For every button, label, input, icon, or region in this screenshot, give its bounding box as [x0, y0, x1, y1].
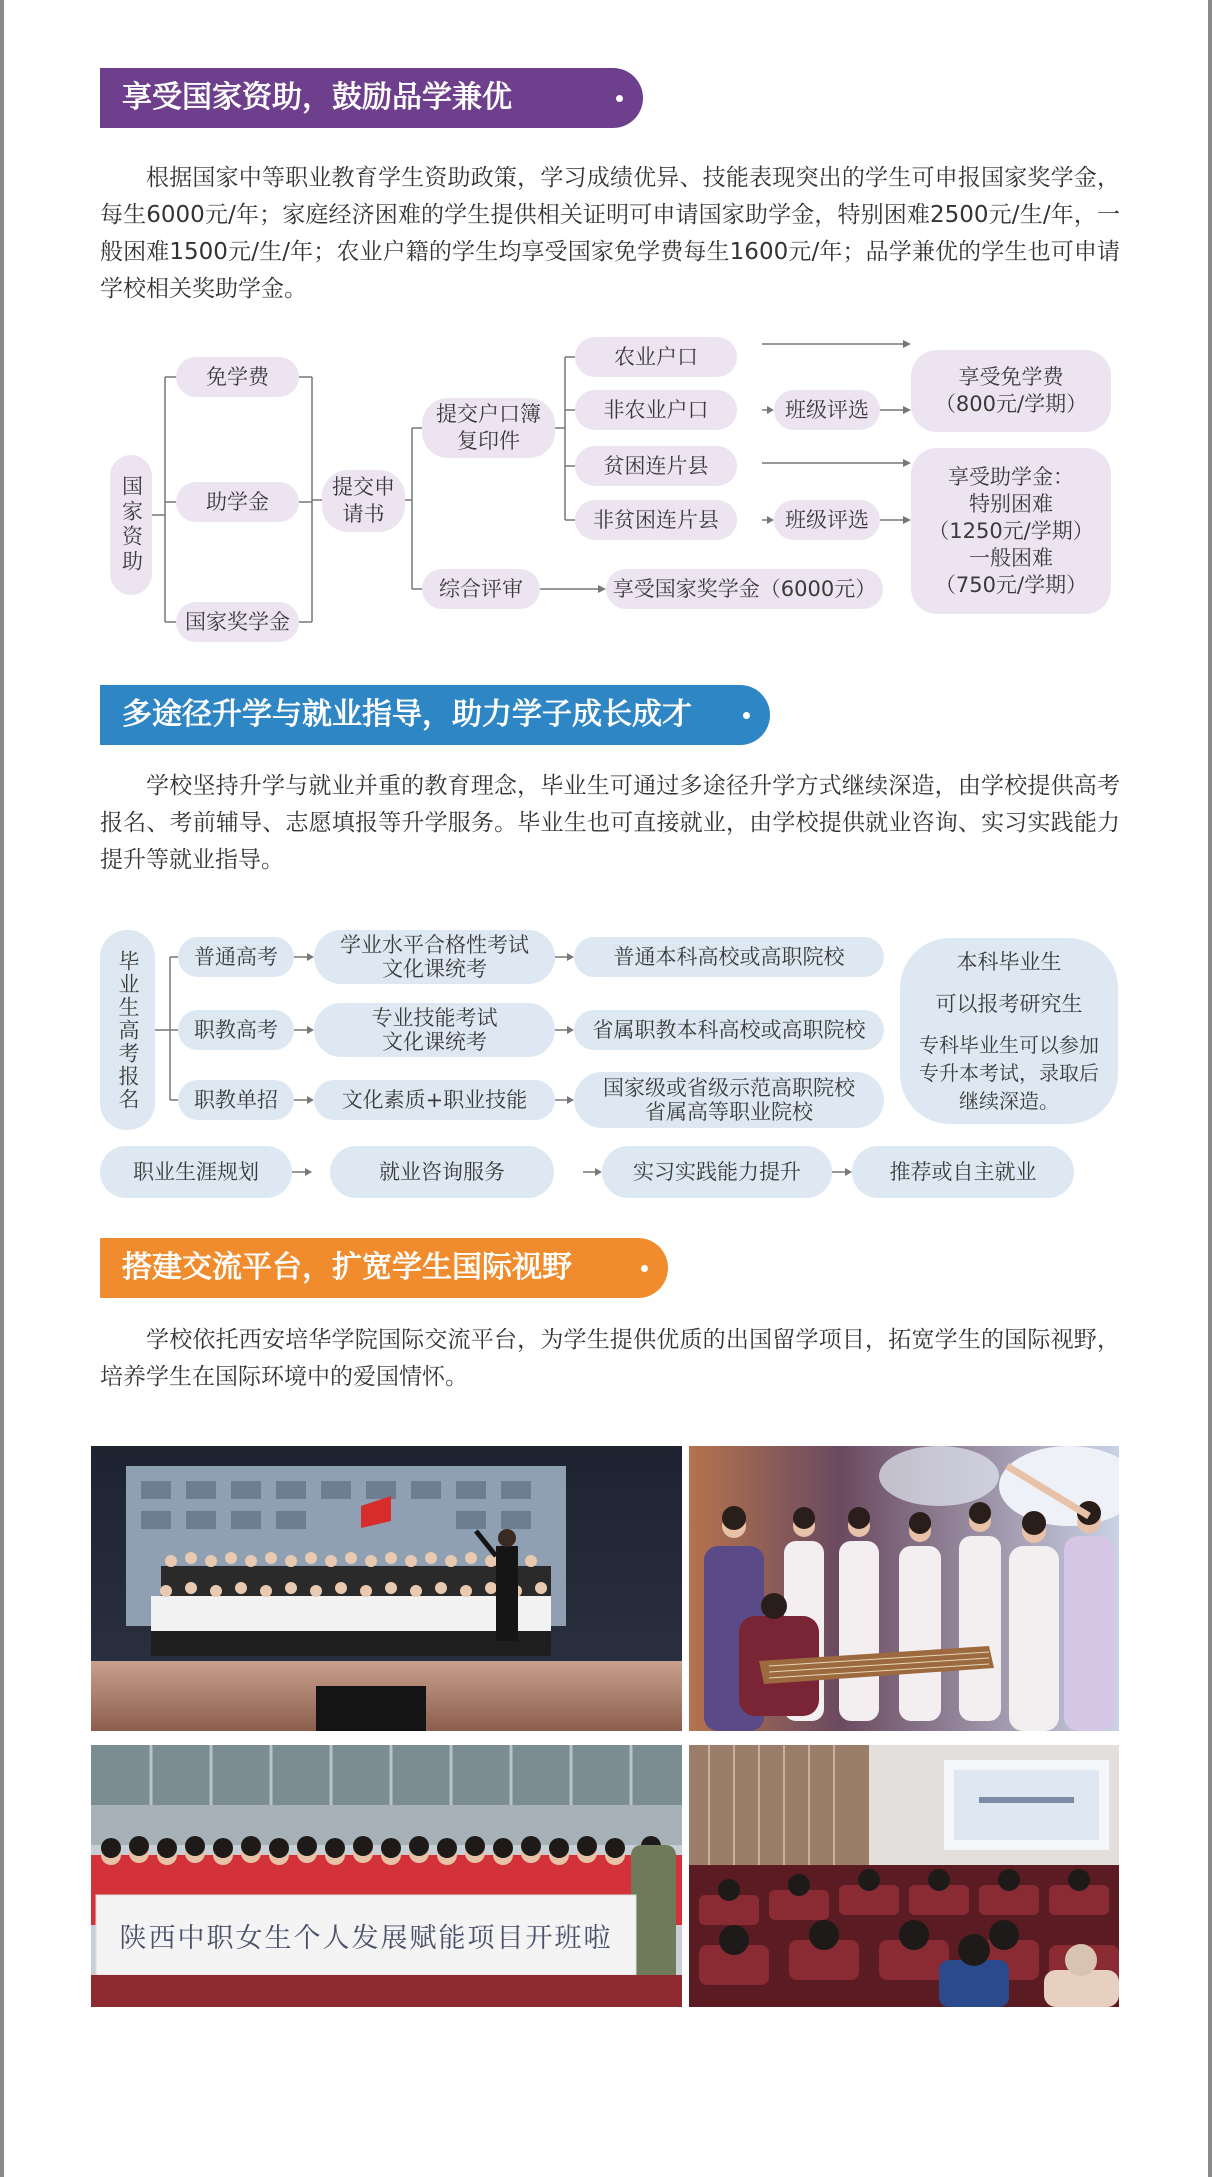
dot-icon — [641, 1265, 648, 1272]
section-title-career: 多途径升学与就业指导，助力学子成长成才 — [100, 685, 770, 745]
school-general: 普通本科高校或高职院校 — [574, 937, 884, 977]
aid-type-free-tuition: 免学费 — [176, 357, 299, 397]
choir-photo — [91, 1446, 682, 1731]
banner-handwriting: 陕西中职女生个人发展赋能项目开班啦 — [119, 1922, 613, 1954]
class-review-2: 班级评选 — [774, 500, 880, 540]
performance-photo — [689, 1446, 1119, 1731]
route-general-exam: 普通高考 — [178, 937, 294, 977]
aid-type-grant: 助学金 — [176, 482, 299, 522]
career-root: 毕业生高考报名 — [100, 930, 155, 1130]
employment-consulting: 就业咨询服务 — [330, 1146, 554, 1198]
aid-type-scholarship: 国家奖学金 — [176, 602, 299, 642]
internship-practice: 实习实践能力提升 — [602, 1146, 832, 1198]
exam-vocational: 专业技能考试 文化课统考 — [314, 1003, 555, 1057]
comprehensive-review: 综合评审 — [422, 569, 540, 609]
job-placement: 推荐或自主就业 — [852, 1146, 1074, 1198]
category-non-rural: 非农业户口 — [575, 390, 737, 430]
aid-paragraph: 根据国家中等职业教育学生资助政策，学习成绩优异、技能表现突出的学生可申报国家奖学金，每生6000元/年；家庭经济困难的学生提供相关证明可申请国家助学金，特别困难2500元/生/年，一般困难1500元/生/年；农业户籍的学生均享受国家免学费每生1600元/年；品学兼优的学生也可申请学校相关奖助学金。 — [100, 165, 1120, 302]
route-single-enrollment: 职教单招 — [178, 1080, 294, 1120]
exam-single: 文化素质+职业技能 — [314, 1080, 555, 1120]
school-single: 国家级或省级示范高职院校 省属高等职业院校 — [574, 1072, 884, 1128]
dot-icon — [743, 712, 750, 719]
submit-household-copy: 提交户口簿复印件 — [422, 398, 555, 458]
free-tuition-result: 享受免学费 （800元/学期） — [911, 350, 1111, 432]
grant-result: 享受助学金： 特别困难 （1250元/学期） 一般困难 （750元/学期） — [911, 448, 1111, 614]
school-vocational: 省属职教本科高校或高职院校 — [574, 1010, 884, 1050]
exam-general: 学业水平合格性考试 文化课统考 — [314, 930, 555, 984]
group-banner-photo — [91, 1745, 682, 2007]
dot-icon — [616, 95, 623, 102]
category-rural: 农业户口 — [575, 337, 737, 377]
route-vocational-exam: 职教高考 — [178, 1010, 294, 1050]
class-review-1: 班级评选 — [774, 390, 880, 430]
submit-application: 提交申请书 — [322, 470, 405, 532]
category-poor-county: 贫困连片县 — [575, 446, 737, 486]
section-title-exchange: 搭建交流平台，扩宽学生国际视野 — [100, 1238, 668, 1298]
category-non-poor-county: 非贫困连片县 — [575, 500, 737, 540]
further-study: 本科毕业生 可以报考研究生 专科毕业生可以参加专升本考试，录取后继续深造。 — [900, 938, 1118, 1124]
left-border — [0, 0, 4, 2177]
career-paragraph: 学校坚持升学与就业并重的教育理念，毕业生可通过多途径升学方式继续深造，由学校提供高考报名、考前辅导、志愿填报等升学服务。毕业生也可直接就业，由学校提供就业咨询、实习实践能力提升等就业指导。 — [100, 773, 1120, 873]
lecture-photo — [689, 1745, 1119, 2007]
scholarship-result: 享受国家奖学金（6000元） — [606, 569, 883, 609]
section-title-aid: 享受国家资助，鼓励品学兼优 — [100, 68, 643, 128]
aid-root: 国家资助 — [110, 455, 152, 595]
exchange-paragraph: 学校依托西安培华学院国际交流平台，为学生提供优质的出国留学项目，拓宽学生的国际视野，培养学生在国际环境中的爱国情怀。 — [100, 1327, 1120, 1390]
career-planning: 职业生涯规划 — [100, 1146, 292, 1198]
right-border — [1208, 0, 1212, 2177]
